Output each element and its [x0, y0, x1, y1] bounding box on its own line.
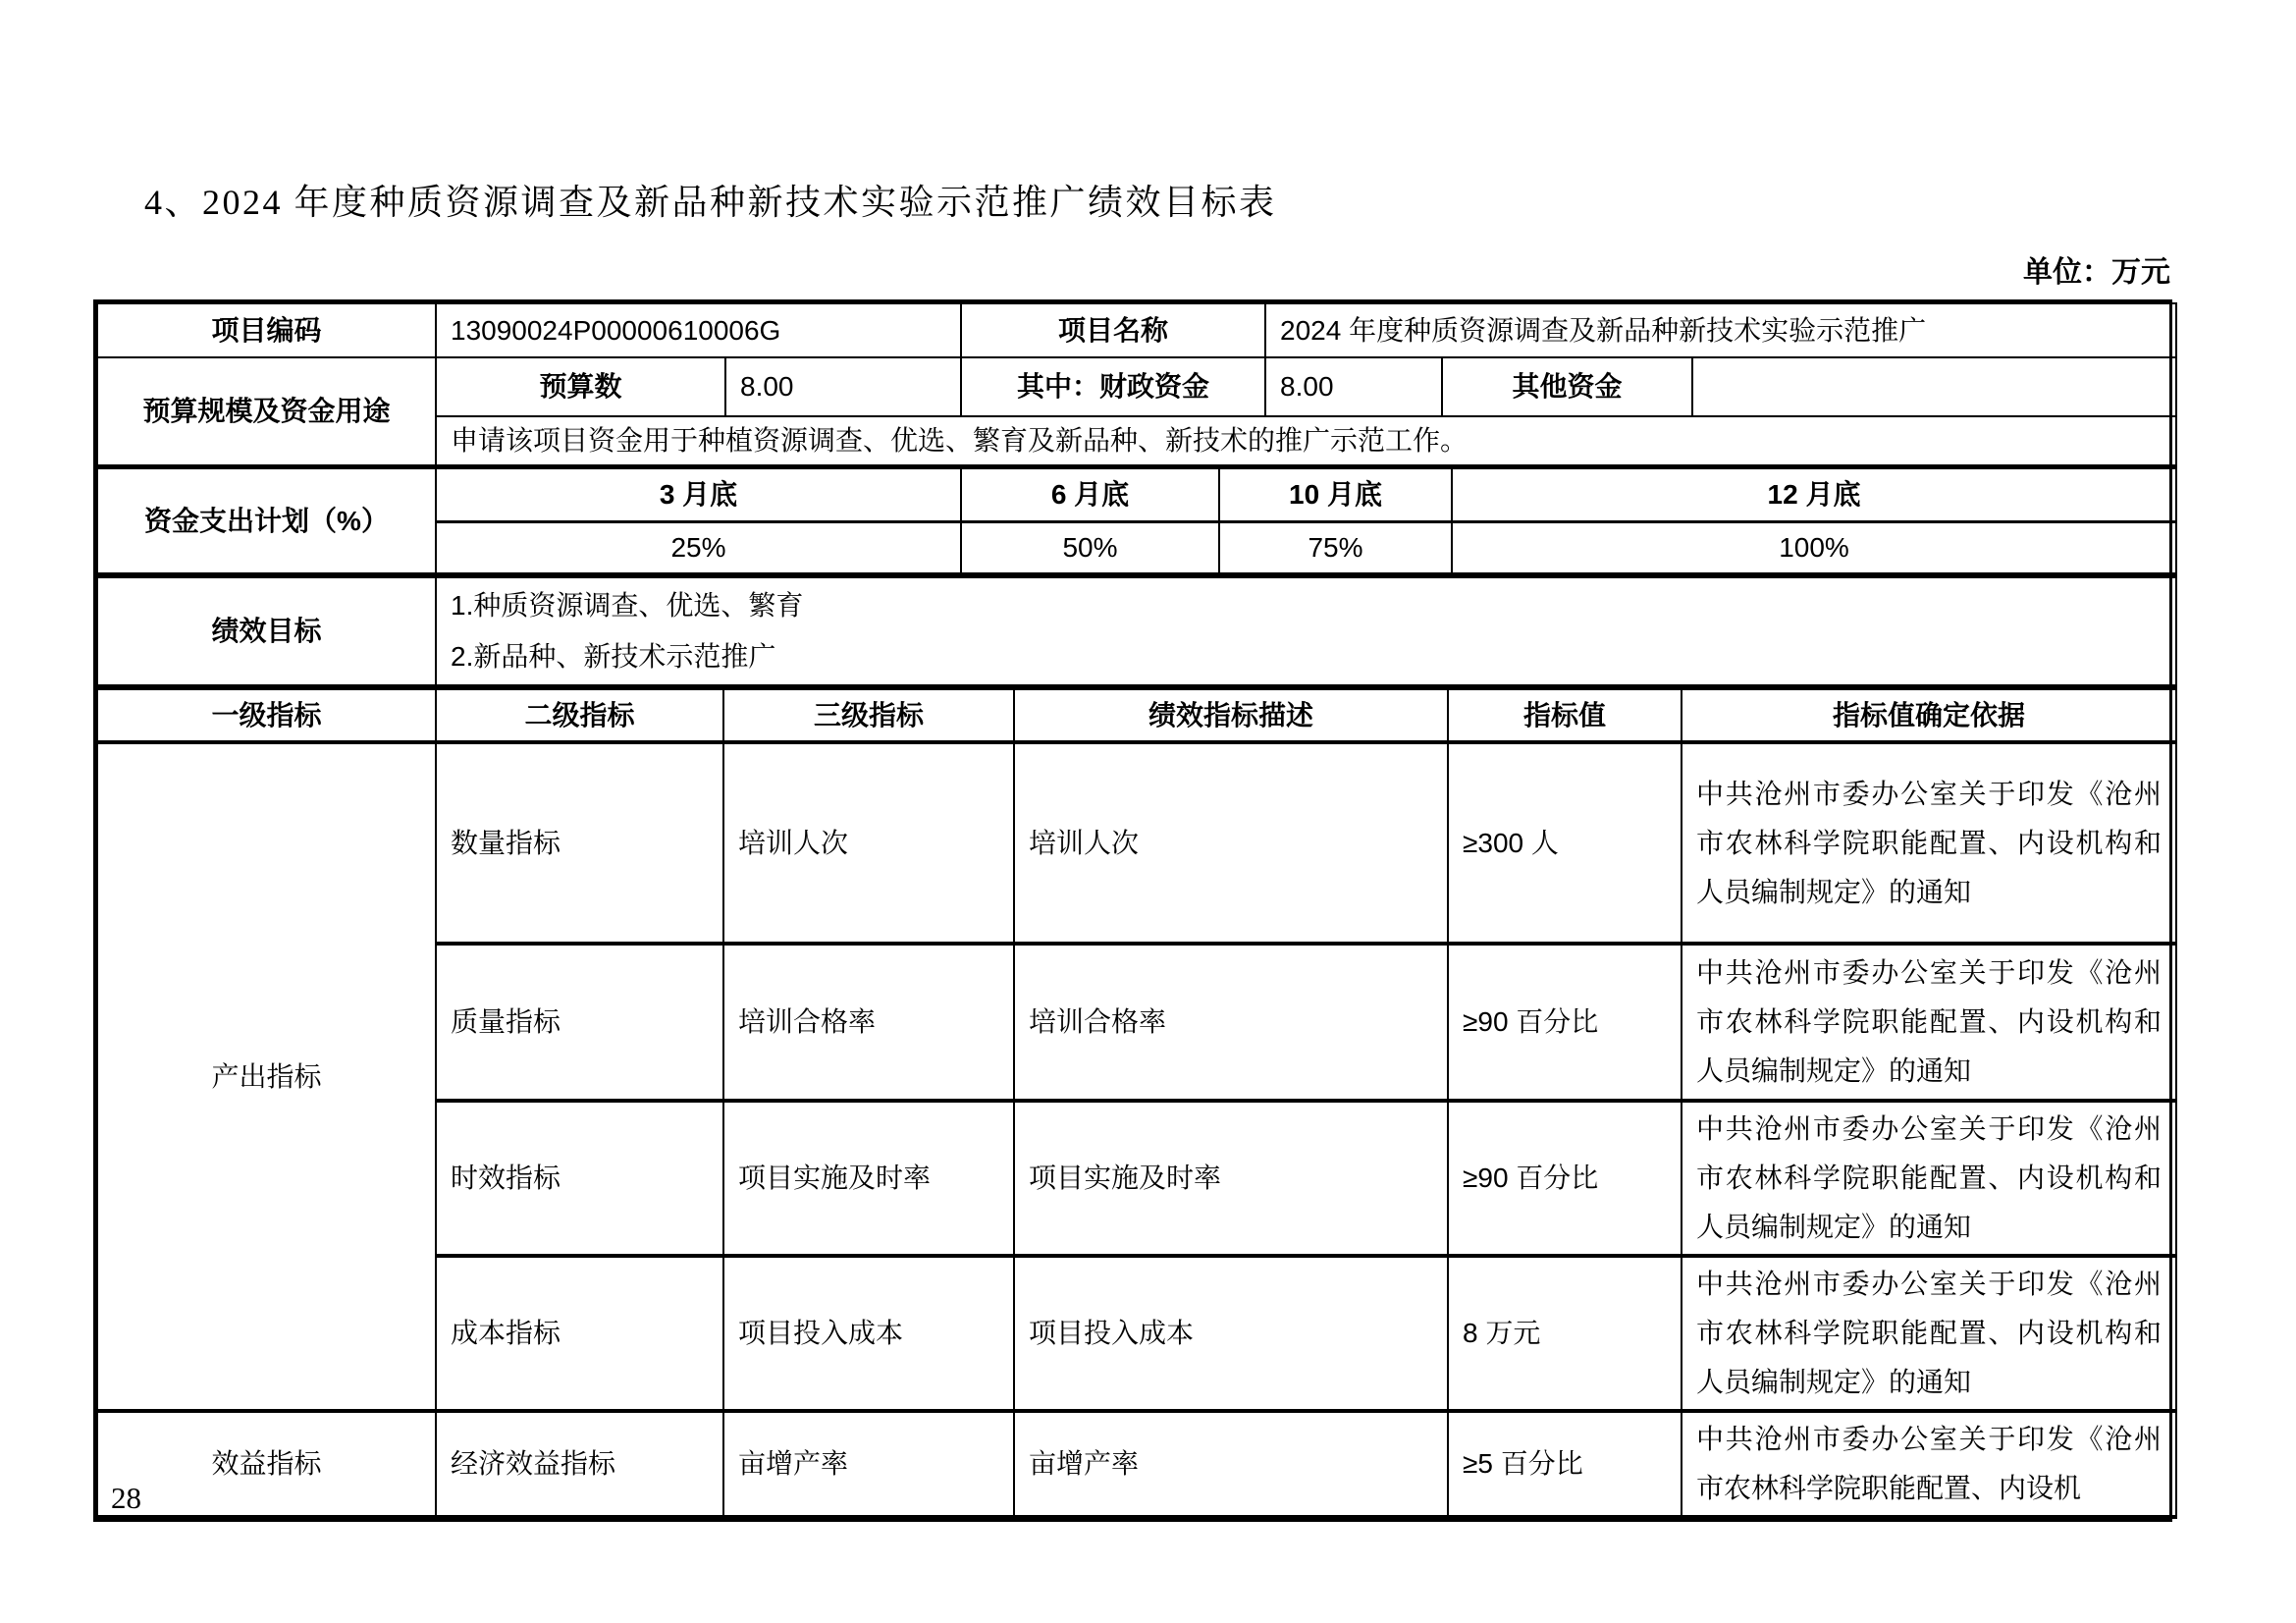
value-cell: 8 万元	[1448, 1256, 1682, 1411]
indicator-row-benefit	[97, 1411, 2176, 1517]
description-cell: 培训人次	[1014, 742, 1448, 944]
goal-line-2: 2.新品种、新技术示范推广	[451, 641, 776, 672]
description-cell: 亩增产率	[1014, 1411, 1448, 1517]
page-number: 28	[111, 1481, 141, 1515]
value-cell: ≥90 百分比	[1448, 1101, 1682, 1256]
period-december: 12 月底	[1452, 468, 2176, 522]
budget-row	[97, 357, 2176, 416]
indicator-table	[96, 686, 2177, 1519]
percent-december: 100%	[1452, 522, 2176, 574]
basis-cell: 中共沧州市委办公室关于印发《沧州市农林科学院职能配置、内设机构和人员编制规定》的通知	[1682, 742, 2176, 944]
value-cell: ≥5 百分比	[1448, 1411, 1682, 1517]
basis-cell: 中共沧州市委办公室关于印发《沧州市农林科学院职能配置、内设机构和人员编制规定》的通知	[1682, 944, 2176, 1101]
other-funds-value	[1692, 357, 2176, 416]
percent-june: 50%	[961, 522, 1219, 574]
level3-cell: 项目实施及时率	[723, 1101, 1014, 1256]
header-level2: 二级指标	[436, 688, 723, 742]
performance-goal-row	[97, 577, 2176, 686]
percent-march: 25%	[436, 522, 961, 574]
header-level3: 三级指标	[723, 688, 1014, 742]
value-cell: ≥90 百分比	[1448, 944, 1682, 1101]
spending-plan-label: 资金支出计划（%）	[97, 468, 436, 574]
percent-october: 75%	[1219, 522, 1452, 574]
description-cell: 培训合格率	[1014, 944, 1448, 1101]
description-cell: 项目实施及时率	[1014, 1101, 1448, 1256]
indicator-header-row	[97, 688, 2176, 742]
basis-cell: 中共沧州市委办公室关于印发《沧州市农林科学院职能配置、内设机构和人员编制规定》的通知	[1682, 1101, 2176, 1256]
performance-goal-table	[96, 575, 2177, 686]
level3-cell: 培训合格率	[723, 944, 1014, 1101]
period-march: 3 月底	[436, 468, 961, 522]
spending-plan-table	[96, 466, 2177, 575]
level2-cell: 质量指标	[436, 944, 723, 1101]
fiscal-funds-value: 8.00	[1265, 357, 1442, 416]
header-level1: 一级指标	[97, 688, 436, 742]
page-title: 4、2024 年度种质资源调查及新品种新技术实验示范推广绩效目标表	[144, 183, 1277, 222]
project-row	[97, 303, 2176, 357]
level2-cell: 成本指标	[436, 1256, 723, 1411]
unit-note: 单位：万元	[2023, 256, 2170, 289]
indicator-row-quantity	[97, 742, 2176, 944]
level1-benefit: 效益指标	[97, 1411, 436, 1517]
level2-cell: 数量指标	[436, 742, 723, 944]
project-name-label: 项目名称	[961, 303, 1265, 357]
budget-section-label: 预算规模及资金用途	[97, 357, 436, 465]
level2-cell: 时效指标	[436, 1101, 723, 1256]
goal-line-1: 1.种质资源调查、优选、繁育	[451, 590, 804, 621]
project-info-table	[96, 302, 2177, 466]
basis-cell: 中共沧州市委办公室关于印发《沧州市农林科学院职能配置、内设机构和人员编制规定》的通知	[1682, 1256, 2176, 1411]
header-description: 绩效指标描述	[1014, 688, 1448, 742]
level1-output: 产出指标	[97, 742, 436, 1411]
description-cell: 项目投入成本	[1014, 1256, 1448, 1411]
level3-cell: 项目投入成本	[723, 1256, 1014, 1411]
period-october: 10 月底	[1219, 468, 1452, 522]
level3-cell: 亩增产率	[723, 1411, 1014, 1517]
level3-cell: 培训人次	[723, 742, 1014, 944]
project-name-value: 2024 年度种质资源调查及新品种新技术实验示范推广	[1265, 303, 2176, 357]
period-june: 6 月底	[961, 468, 1219, 522]
performance-goal-label: 绩效目标	[97, 577, 436, 686]
other-funds-label: 其他资金	[1442, 357, 1692, 416]
performance-target-table	[93, 299, 2172, 1522]
budget-amount-label: 预算数	[436, 357, 725, 416]
project-code-label: 项目编码	[97, 303, 436, 357]
fiscal-funds-label: 其中：财政资金	[961, 357, 1265, 416]
budget-amount-value: 8.00	[725, 357, 961, 416]
spending-plan-period-row	[97, 468, 2176, 522]
performance-goal-content	[436, 577, 2176, 686]
project-code-value: 13090024P00000610006G	[436, 303, 961, 357]
fund-usage-text: 申请该项目资金用于种植资源调查、优选、繁育及新品种、新技术的推广示范工作。	[436, 416, 2176, 465]
header-value: 指标值	[1448, 688, 1682, 742]
value-cell: ≥300 人	[1448, 742, 1682, 944]
level2-cell: 经济效益指标	[436, 1411, 723, 1517]
basis-cell: 中共沧州市委办公室关于印发《沧州市农林科学院职能配置、内设机	[1682, 1411, 2176, 1517]
header-basis: 指标值确定依据	[1682, 688, 2176, 742]
